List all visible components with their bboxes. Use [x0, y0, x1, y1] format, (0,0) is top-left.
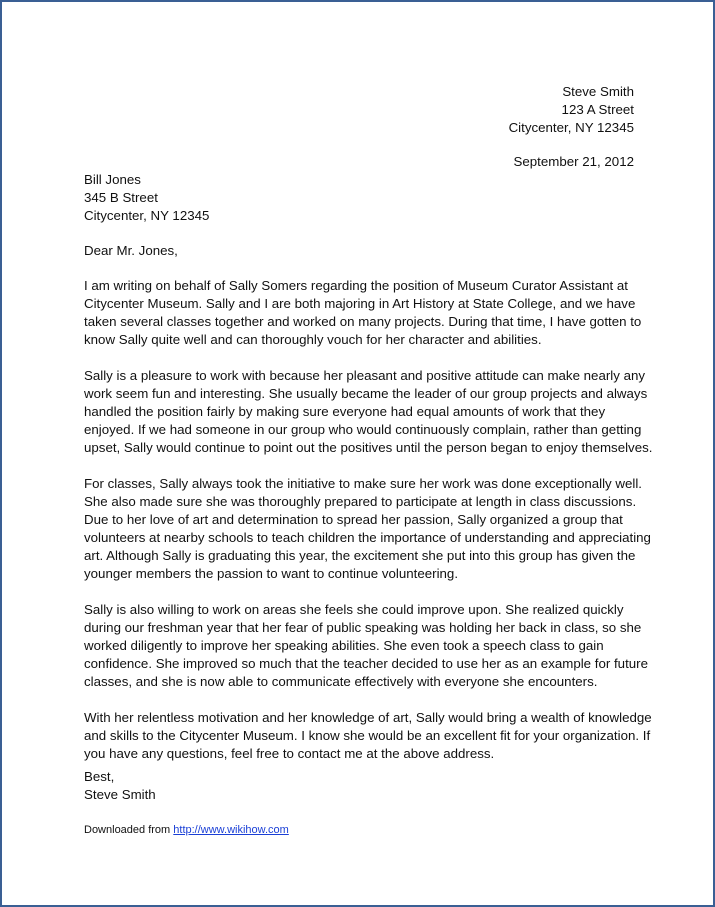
recipient-street: 345 B Street [84, 190, 158, 205]
letter-body [84, 277, 664, 781]
paragraph-line: and skills to the Citycenter Museum. I know she would be an excellent fit for your organization. If [84, 728, 651, 743]
paragraph-line: She also made sure she was thoroughly prepared to participate at length in class discussions. [84, 494, 637, 509]
paragraph-line: taken several classes together and worked on many projects. During that time, I have gotten to [84, 314, 642, 329]
body-paragraph [84, 277, 664, 349]
body-paragraph [84, 601, 664, 691]
signature-name: Steve Smith [84, 787, 156, 802]
sender-city: Citycenter, NY 12345 [508, 120, 634, 135]
paragraph-line: Citycenter Museum. Sally and I are both majoring in Art History at State College, and we have [84, 296, 636, 311]
paragraph-line: For classes, Sally always took the initiative to make sure her work was done exceptionally well. [84, 476, 642, 491]
paragraph-line: Sally is a pleasure to work with because her pleasant and positive attitude can make nearly any [84, 368, 646, 383]
download-footer [84, 821, 289, 839]
paragraph-line: classes, and she is now able to communicate effectively with everyone she encounters. [84, 674, 598, 689]
recipient-city: Citycenter, NY 12345 [84, 208, 210, 223]
paragraph-line: confidence. She improved so much that the teacher decided to use her as an example for future [84, 656, 648, 671]
paragraph-line: work seem fun and interesting. She usually became the leader of our group projects and always [84, 386, 648, 401]
paragraph-line: younger members the passion to want to continue volunteering. [84, 566, 459, 581]
paragraph-line: upset, Sally would continue to point out the positives until the person began to enjoy themselves. [84, 440, 653, 455]
sender-name: Steve Smith [562, 84, 634, 99]
valediction: Best, [84, 769, 115, 784]
paragraph-line: enjoyed. If we had someone in our group who would continuously complain, rather than getting [84, 422, 642, 437]
wikihow-link[interactable]: http://www.wikihow.com [173, 824, 289, 836]
paragraph-line: worked diligently to improve her speaking abilities. She even took a speech class to gain [84, 638, 604, 653]
salutation: Dear Mr. Jones, [84, 243, 178, 258]
sender-address-block [509, 83, 634, 137]
body-paragraph [84, 475, 664, 583]
paragraph-line: during our freshman year that her fear of public speaking was holding her back in class, so she [84, 620, 642, 635]
footer-prefix: Downloaded from [84, 824, 174, 836]
body-paragraph [84, 367, 664, 457]
paragraph-line: Sally is also willing to work on areas she feels she could improve upon. She realized quickly [84, 602, 624, 617]
paragraph-line: you have any questions, feel free to contact me at the above address. [84, 746, 495, 761]
sender-street: 123 A Street [561, 102, 634, 117]
paragraph-line: art. Although Sally is graduating this year, the excitement she put into this group has given the [84, 548, 636, 563]
paragraph-line: I am writing on behalf of Sally Somers regarding the position of Museum Curator Assistant at [84, 278, 628, 293]
body-paragraph [84, 709, 664, 763]
paragraph-line: Due to her love of art and determination to spread her passion, Sally organized a group that [84, 512, 623, 527]
paragraph-line: volunteers at nearby schools to teach children the importance of understanding and appreciating [84, 530, 651, 545]
paragraph-line: With her relentless motivation and her knowledge of art, Sally would bring a wealth of knowledge [84, 710, 652, 725]
paragraph-line: handled the position fairly by making sure everyone had equal amounts of work that they [84, 404, 606, 419]
letter-date: September 21, 2012 [513, 154, 634, 169]
paragraph-line: know Sally quite well and can thoroughly vouch for her character and abilities. [84, 332, 542, 347]
recipient-address-block [84, 171, 209, 225]
closing-block [84, 768, 156, 804]
recipient-name: Bill Jones [84, 172, 141, 187]
